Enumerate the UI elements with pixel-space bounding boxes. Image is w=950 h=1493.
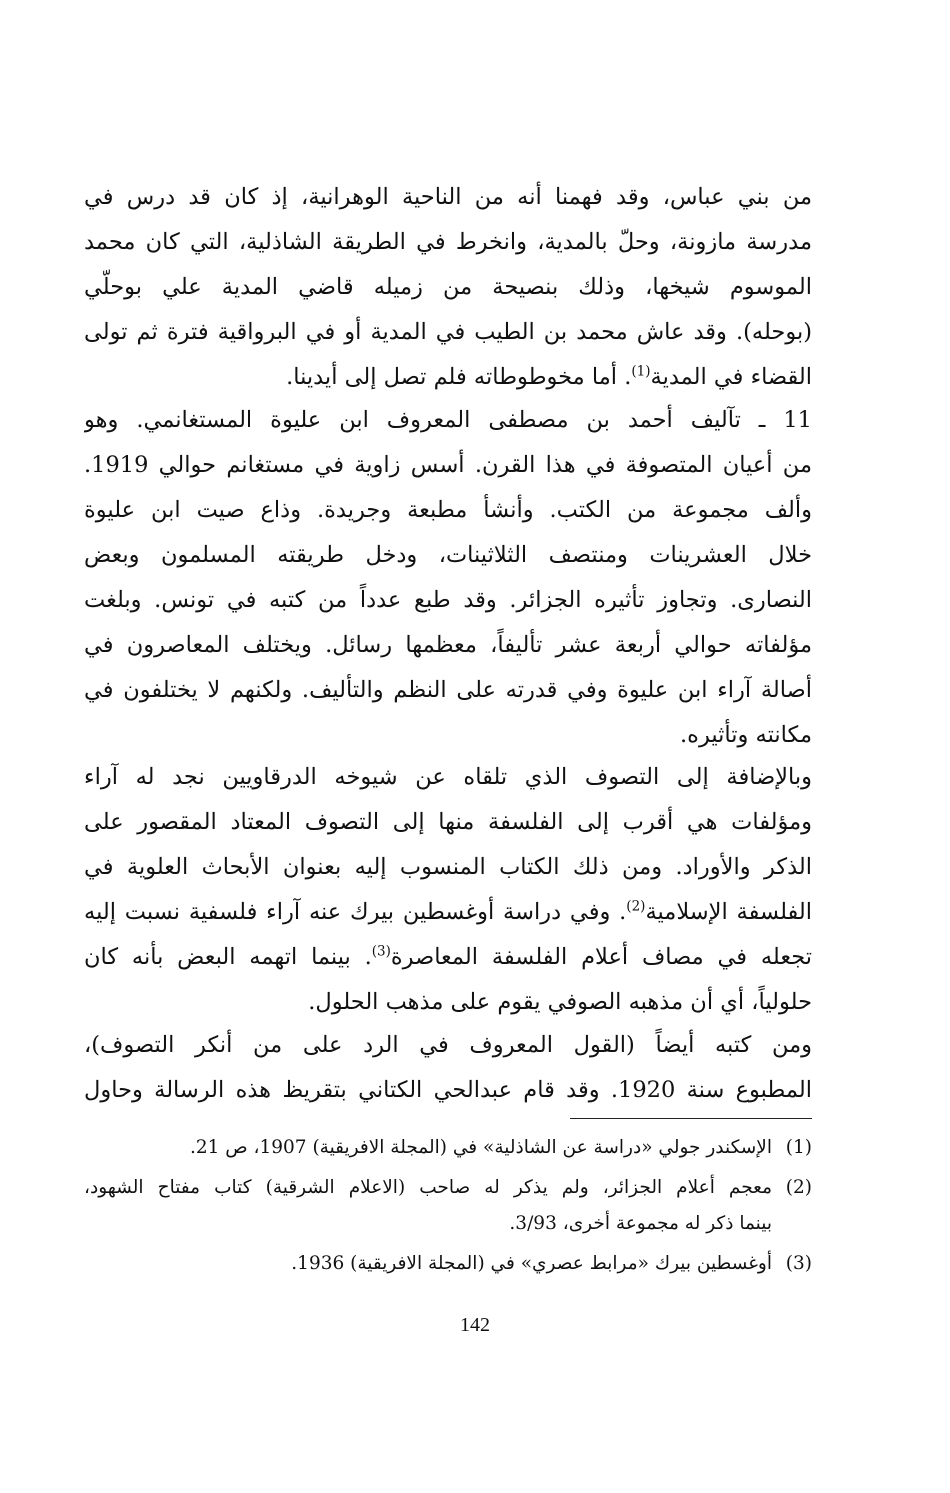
footnote-3 xyxy=(84,1246,812,1282)
footnote-line: بينما ذكر له مجموعة أخرى، 3/93. xyxy=(509,1213,772,1234)
text-line: الفلسفة الإسلامية$^{(2)}$. وفي دراسة أوغسطين بيرك عنه آراء فلسفية نسبت إليه xyxy=(84,898,812,925)
text-line: مؤلفاته حوالي أربعة عشر تأليفاً، معظمها رسائل. ويختلف المعاصرون في xyxy=(84,632,812,658)
text-line: (بوحله). وقد عاش محمد بن الطيب في المدية أو في البرواقية فترة ثم تولى xyxy=(84,319,812,345)
paragraph-2 xyxy=(84,398,812,758)
page-number: 142 xyxy=(460,1314,490,1336)
text-line: من أعيان المتصوفة في هذا القرن. أسس زاوية في مستغانم حوالي 1919. xyxy=(84,452,812,478)
text-line: من بني عباس، وقد فهمنا أنه من الناحية الوهرانية، إذ كان قد درس في xyxy=(84,184,812,210)
text-line: خلال العشرينات ومنتصف الثلاثينات، ودخل طريقته المسلمون وبعض xyxy=(84,542,812,568)
text-line: المطبوع سنة 1920. وقد قام عبدالحي الكتاني بتقريظ هذه الرسالة وحاول xyxy=(84,1077,812,1103)
text-line: وألف مجموعة من الكتب. وأنشأ مطبعة وجريدة. وذاع صيت ابن عليوة xyxy=(84,497,812,523)
footnote-number: (3) xyxy=(785,1253,812,1274)
footnote-body xyxy=(84,1170,772,1242)
footnote-body xyxy=(84,1130,772,1166)
paragraph-3 xyxy=(84,755,812,1025)
footnote-number: (1) xyxy=(785,1137,812,1158)
text-line: ومن كتبه أيضاً (القول المعروف في الرد على من أنكر التصوف)، xyxy=(84,1032,812,1058)
text-line: الذكر والأوراد. ومن ذلك الكتاب المنسوب إليه بعنوان الأبحاث العلوية في xyxy=(84,854,812,880)
footnote-line: معجم أعلام الجزائر، ولم يذكر له صاحب (الاعلام الشرقية) كتاب مفتاح الشهود، xyxy=(84,1177,772,1198)
paragraph-4 xyxy=(84,1023,812,1113)
footnote-1 xyxy=(84,1130,812,1166)
text-line: مدرسة مازونة، وحلّ بالمدية، وانخرط في الطريقة الشاذلية، التي كان محمد xyxy=(84,229,812,255)
footnotes xyxy=(84,1130,812,1286)
footnote-line: أوغسطين بيرك «مرابط عصري» في (المجلة الافريقية) 1936. xyxy=(291,1253,772,1274)
text-line: القضاء في المدية$^{(1)}$. أما مخوطوطاته فلم تصل إلى أيدينا. xyxy=(286,363,812,390)
text-line: أصالة آراء ابن عليوة وفي قدرته على النظم والتأليف. ولكنهم لا يختلفون في xyxy=(84,677,812,703)
text-line: مكانته وتأثيره. xyxy=(680,722,812,748)
paragraph-1 xyxy=(84,175,812,400)
footnote-separator xyxy=(570,1118,812,1119)
text-line: حلولياً، أي أن مذهبه الصوفي يقوم على مذهب الحلول. xyxy=(308,989,812,1015)
text-line: النصارى. وتجاوز تأثيره الجزائر. وقد طبع عدداً من كتبه في تونس. وبلغت xyxy=(84,587,812,613)
text-line: تجعله في مصاف أعلام الفلسفة المعاصرة$^{(3)}$. بينما اتهمه البعض بأنه كان xyxy=(84,943,812,970)
footnote-body xyxy=(84,1246,772,1282)
footnote-2 xyxy=(84,1170,812,1242)
footnote-line: الإسكندر جولي «دراسة عن الشاذلية» في (المجلة الافريقية) 1907، ص 21. xyxy=(189,1137,772,1158)
footnote-number: (2) xyxy=(785,1177,812,1198)
text-line: وبالإضافة إلى التصوف الذي تلقاه عن شيوخه الدرقاويين نجد له آراء xyxy=(84,764,812,790)
text-line: 11 ـ تآليف أحمد بن مصطفى المعروف ابن عليوة المستغانمي. وهو xyxy=(84,407,812,433)
text-line: الموسوم شيخها، وذلك بنصيحة من زميله قاضي المدية علي بوحلّي xyxy=(84,274,812,300)
text-line: ومؤلفات هي أقرب إلى الفلسفة منها إلى التصوف المعتاد المقصور على xyxy=(84,809,812,835)
